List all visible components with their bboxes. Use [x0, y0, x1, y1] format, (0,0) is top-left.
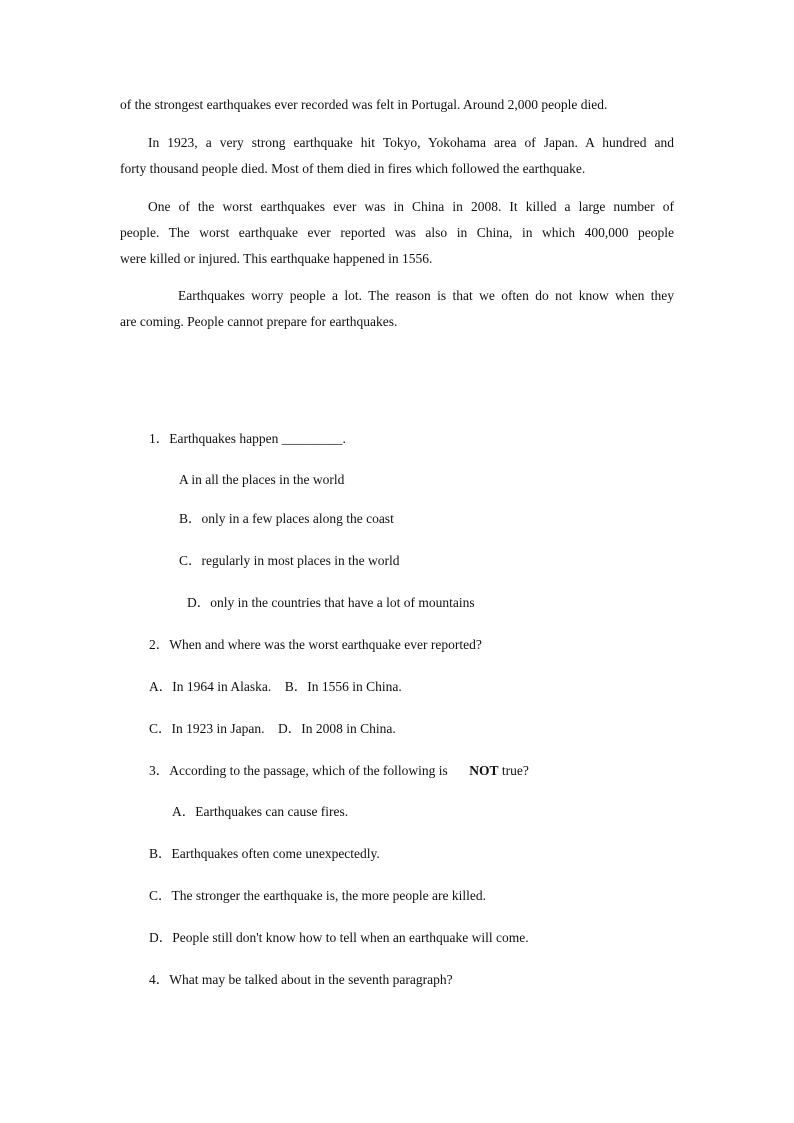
question-3-stem-end: true?: [498, 763, 529, 778]
passage-p3-line3: were killed or injured. This earthquake happened in 1556.: [120, 251, 433, 266]
question-1-option-d: D．only in the countries that have a lot of mountains: [187, 595, 475, 610]
question-2-options-row2: C．In 1923 in Japan. D．In 2008 in China.: [149, 721, 396, 736]
question-1-option-b: B．only in a few places along the coast: [179, 511, 394, 526]
question-1-stem: 1．Earthquakes happen _________.: [149, 431, 346, 446]
question-1-option-a: A in all the places in the world: [179, 472, 345, 487]
question-3-stem-text: 3．According to the passage, which of the following is: [149, 763, 448, 778]
question-1-option-c: C．regularly in most places in the world: [179, 553, 400, 568]
question-3-option-c: C．The stronger the earthquake is, the more people are killed.: [149, 888, 487, 903]
passage-p4-line1: Earthquakes worry people a lot. The reason is that we often do not know when they: [178, 288, 674, 303]
question-3-stem: [149, 762, 529, 780]
passage-p3-line2: people. The worst earthquake ever reported was also in China, in which 400,000 people: [120, 225, 674, 240]
passage-p2-line1: In 1923, a very strong earthquake hit Tokyo, Yokohama area of Japan. A hundred and: [148, 135, 674, 150]
question-2-options-row1: A．In 1964 in Alaska. B．In 1556 in China.: [149, 679, 402, 694]
passage-p3-line1: One of the worst earthquakes ever was in China in 2008. It killed a large number of: [148, 199, 674, 214]
question-3-option-a: A．Earthquakes can cause fires.: [172, 804, 349, 819]
question-3-option-d: D．People still don't know how to tell when an earthquake will come.: [149, 930, 529, 945]
question-3-option-b: B．Earthquakes often come unexpectedly.: [149, 846, 380, 861]
passage-p4-line2: are coming. People cannot prepare for earthquakes.: [120, 314, 398, 329]
question-4-stem: 4．What may be talked about in the seventh paragraph?: [149, 972, 453, 987]
question-3-stem-emphasis: NOT: [469, 763, 499, 778]
question-2-stem: 2．When and where was the worst earthquake ever reported?: [149, 637, 482, 652]
passage-p2-line2: forty thousand people died. Most of them died in fires which followed the earthquake.: [120, 161, 586, 176]
passage-p1-tail: of the strongest earthquakes ever recorded was felt in Portugal. Around 2,000 people died.: [120, 97, 608, 112]
